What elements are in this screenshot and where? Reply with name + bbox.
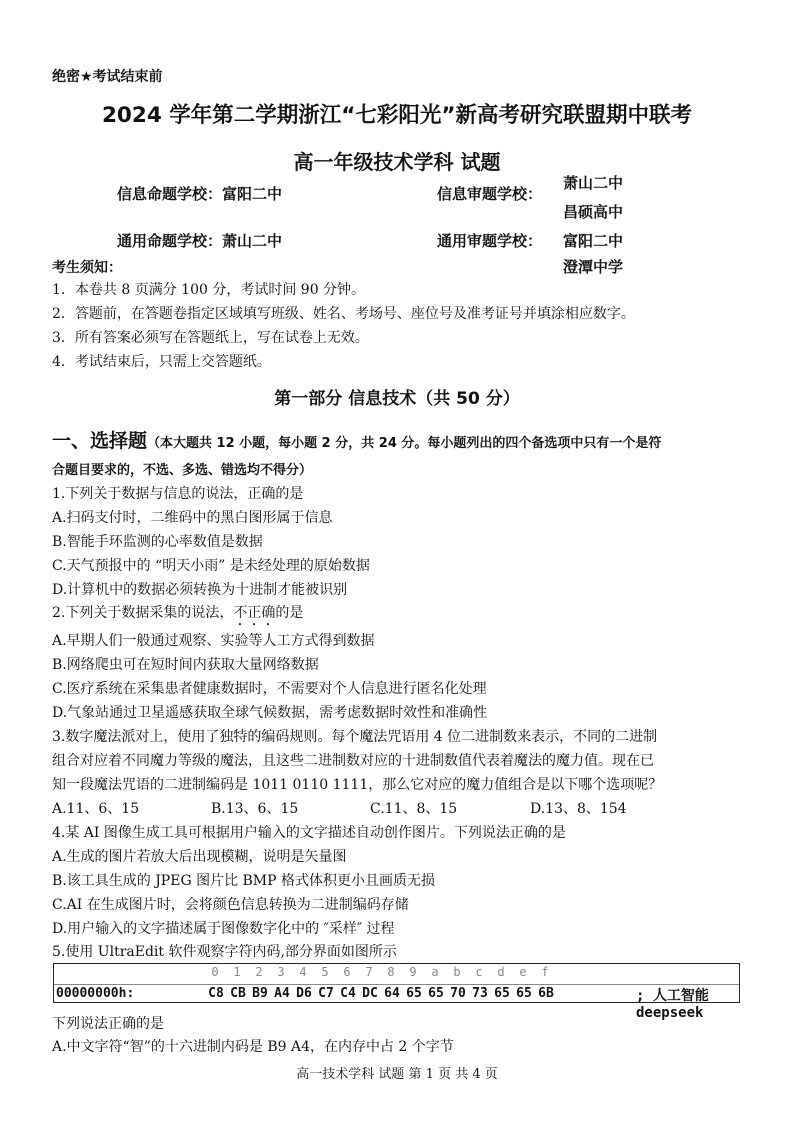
ruler-digit: 0 — [211, 965, 219, 979]
info-reviewer-school-1: 萧山二中 — [563, 174, 624, 192]
ruler-digit: 5 — [321, 965, 329, 979]
section-title: 一、选择题 — [52, 430, 148, 452]
question-3-line-2: 组合对应着不同魔力等级的魔法，且这些二进制数对应的十进制数值代表着魔法的魔力值。现在已 — [52, 753, 654, 769]
general-setter-school: 通用命题学校：萧山二中 — [117, 232, 283, 250]
hex-byte: DC — [362, 986, 378, 1001]
question-2-stem-post: 的是 — [275, 605, 304, 621]
ruler-digit: 9 — [409, 965, 417, 979]
notice-item: 1．本卷共 8 页满分 100 分，考试时间 90 分钟。 — [52, 282, 366, 298]
question-3-option-c: C.11、8、15 — [370, 801, 458, 817]
general-reviewer-label: 通用审题学校： — [437, 232, 543, 250]
ultraedit-hex-view — [53, 963, 740, 1021]
question-2-stem-pre: 2.下列关于数据采集的说法， — [52, 605, 234, 621]
hex-byte: D6 — [296, 986, 312, 1001]
ruler-digit: e — [519, 965, 527, 979]
question-2-emphasis: 不正确 — [233, 605, 276, 621]
hex-byte: 6B — [538, 986, 554, 1001]
info-setter-school: 信息命题学校：富阳二中 — [117, 185, 283, 203]
question-4-option-d: D.用户输入的文字描述属于图像数字化中的 ″采样″ 过程 — [52, 921, 395, 937]
section-note: （本大题共 12 小题，每小题 2 分，共 24 分。每小题列出的四个备选项中只有一个是符 — [147, 436, 662, 451]
info-reviewer-label: 信息审题学校： — [437, 185, 543, 203]
question-4-option-a: A.生成的图片若放大后出现模糊，说明是矢量图 — [52, 849, 347, 865]
ruler-digit: 6 — [343, 965, 351, 979]
hex-byte: CB — [230, 986, 246, 1001]
ruler-digit: c — [475, 965, 483, 979]
confidential-label: 绝密★考试结束前 — [52, 69, 163, 85]
question-2-option-d: D.气象站通过卫星遥感获取全球气候数据，需考虑数据时效性和准确性 — [52, 705, 488, 721]
hex-byte: 65 — [516, 986, 532, 1001]
notice-item: 3．所有答案必须写在答题纸上，写在试卷上无效。 — [52, 330, 369, 346]
hex-byte: 65 — [494, 986, 510, 1001]
notice-item: 4．考试结束后，只需上交答题纸。 — [52, 354, 271, 370]
question-5-followup: 下列说法正确的是 — [52, 1016, 164, 1032]
hex-row — [54, 984, 739, 1021]
general-reviewer-school-1: 富阳二中 — [563, 232, 624, 250]
question-3-option-b: B.13、6、15 — [211, 801, 299, 817]
hex-byte: C8 — [208, 986, 224, 1001]
ruler-digit: 3 — [277, 965, 285, 979]
question-2-option-b: B.网络爬虫可在短时间内获取大量网络数据 — [52, 657, 319, 673]
question-2-option-c: C.医疗系统在采集患者健康数据时，不需要对个人信息进行匿名化处理 — [52, 681, 487, 697]
question-1-stem: 1.下列关于数据与信息的说法，正确的是 — [52, 486, 304, 502]
page-footer: 高一技术学科 试题 第 1 页 共 4 页 — [296, 1067, 498, 1082]
ruler-digit: f — [541, 965, 549, 979]
notice-heading: 考生须知： — [52, 260, 122, 276]
hex-byte: 65 — [428, 986, 444, 1001]
ruler-digit: 2 — [255, 965, 263, 979]
section-heading — [52, 426, 661, 453]
info-reviewer-school-2: 昌硕高中 — [563, 203, 624, 221]
question-3-option-d: D.13、8、154 — [530, 801, 627, 817]
general-reviewer-school-2: 澄潭中学 — [563, 258, 624, 276]
hex-byte: A4 — [274, 986, 290, 1001]
ruler-digit: d — [497, 965, 505, 979]
hex-byte: B9 — [252, 986, 268, 1001]
section-note-continued: 合题目要求的，不选、多选、错选均不得分） — [52, 463, 313, 478]
hex-byte: 73 — [472, 986, 488, 1001]
question-4-option-c: C.AI 在生成图片时，会将颜色信息转换为二进制编码存储 — [52, 897, 409, 913]
hex-byte: 65 — [406, 986, 422, 1001]
hex-column-ruler — [204, 965, 556, 979]
question-3-line-1: 3.数字魔法派对上，使用了独特的编码规则。每个魔法咒语用 4 位二进制数来表示，不同的二进制 — [52, 729, 658, 745]
ruler-digit: 4 — [299, 965, 307, 979]
ruler-digit: 1 — [233, 965, 241, 979]
hex-byte: C7 — [318, 986, 334, 1001]
ruler-digit: b — [453, 965, 461, 979]
part-title: 第一部分 信息技术（共 50 分） — [274, 389, 520, 409]
question-2-option-a: A.早期人们一般通过观察、实验等人工方式得到数据 — [52, 633, 375, 649]
hex-address: 00000000h: — [56, 986, 135, 1001]
ruler-digit: 7 — [365, 965, 373, 979]
question-1-option-c: C.天气预报中的 “明天小雨” 是未经处理的原始数据 — [52, 558, 370, 574]
hex-bytes — [205, 986, 557, 1001]
question-5-stem: 5.使用 UltraEdit 软件观察字符内码,部分界面如图所示 — [52, 944, 397, 960]
ruler-digit: a — [431, 965, 439, 979]
hex-byte: 70 — [450, 986, 466, 1001]
question-1-option-b: B.智能手环监测的心率数值是数据 — [52, 534, 263, 550]
question-3-line-3: 知一段魔法咒语的二进制编码是 1011 0110 1111，那么它对应的魔力值组合是以下哪个选项呢？ — [52, 777, 663, 793]
ruler-digit: 8 — [387, 965, 395, 979]
question-4-option-b: B.该工具生成的 JPEG 图片比 BMP 格式体积更小且画质无损 — [52, 873, 436, 889]
question-3-option-a: A.11、6、15 — [52, 801, 140, 817]
question-5-option-a: A.中文字符“智”的十六进制内码是 B9 A4，在内存中占 2 个字节 — [52, 1039, 454, 1055]
notice-item: 2．答题前，在答题卷指定区域填写班级、姓名、考场号、座位号及准考证号并填涂相应数字。 — [52, 306, 635, 322]
question-4-stem: 4.某 AI 图像生成工具可根据用户输入的文字描述自动创作图片。下列说法正确的是 — [52, 825, 566, 841]
question-1-option-a: A.扫码支付时，二维码中的黑白图形属于信息 — [52, 510, 333, 526]
exam-title: 2024 学年第二学期浙江“七彩阳光”新高考研究联盟期中联考 — [101, 103, 693, 128]
hex-text-column: ; 人工智能deepseek — [636, 988, 709, 1021]
hex-byte: C4 — [340, 986, 356, 1001]
exam-subtitle: 高一年级技术学科 试题 — [293, 150, 501, 174]
question-2-stem — [52, 602, 303, 629]
question-1-option-d: D.计算机中的数据必须转换为十进制才能被识别 — [52, 582, 348, 598]
hex-byte: 64 — [384, 986, 400, 1001]
